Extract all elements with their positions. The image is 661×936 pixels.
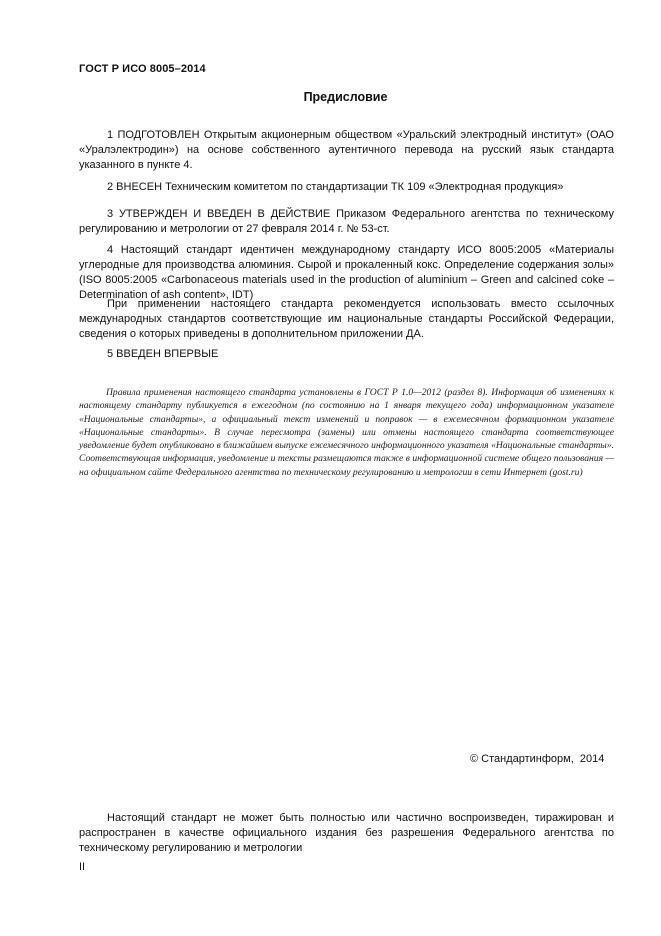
paragraph-approved: [79, 207, 614, 237]
paragraph-first-introduced-text: 5 ВВЕДЕН ВПЕРВЫЕ: [107, 348, 219, 360]
document-code-header: ГОСТ Р ИСО 8005–2014: [79, 63, 206, 75]
paragraph-application-text: При применении настоящего стандарта рекомендуется использовать вместо ссылочных международных стандартов соответствующие им национальные стандарты Российской Федерации, сведения о которых приведены в дополнительном приложении ДА.: [79, 298, 614, 340]
paragraph-first-introduced: [79, 347, 614, 362]
paragraph-submitted-text: 2 ВНЕСЕН Техническим комитетом по стандартизации ТК 109 «Электродная продукция»: [107, 181, 564, 193]
reproduction-notice: [79, 811, 614, 856]
rules-notice: [79, 386, 614, 479]
paragraph-submitted: [79, 180, 614, 195]
paragraph-application: [79, 297, 614, 342]
rules-notice-text: Правила применения настоящего стандарта установлены в ГОСТ Р 1.0—2012 (раздел 8). Информация об изменениях к настоящему стандарту публикуется в ежегодном (по состоянию на 1 января текущего года) информационном указателе «Национальные стандарты», а официальный текст изменений и поправок — в ежемесячном формационном указателе «Национальные стандарты». В случае пересмотра (замены) или отмены настоящего стандарта соответствующее уведомление будет опубликовано в ближайшем выпуске ежемесячного информационного указателя «Национальные стандарты». Соответствующая информация, уведомление и тексты размещаются также в информационной системе общего пользования — на официальном сайте Федерального агентства по техническому регулированию и метрологии в сети Интернет (gost.ru): [79, 387, 614, 478]
copyright-line: © Стандартинформ, 2014: [470, 753, 605, 765]
paragraph-prepared: [79, 128, 614, 173]
paragraph-prepared-text: 1 ПОДГОТОВЛЕН Открытым акционерным обществом «Уральский электродный институт» (ОАО «Уралэлектродин») на основе собственного аутентичного перевода на русский язык стандарта указанного в пункте 4.: [79, 129, 614, 171]
paragraph-approved-text: 3 УТВЕРЖДЕН И ВВЕДЕН В ДЕЙСТВИЕ Приказом Федерального агентства по техническому регулированию и метрологии от 27 февраля 2014 г. № 53-ст.: [79, 208, 614, 235]
paragraph-identical-standard-text: 4 Настоящий стандарт идентичен международному стандарту ИСО 8005:2005 «Материалы углеродные для производства алюминия. Сырой и прокаленный кокс. Определение содержания золы» (ISO 8005:2005 «Carbonaceous materials used in the production of aluminium – Green and calcined coke – Determination of ash content», IDT): [79, 244, 614, 301]
page-number: II: [79, 861, 86, 873]
reproduction-notice-text: Настоящий стандарт не может быть полностью или частично воспроизведен, тиражирован и распространен в качестве официального издания без разрешения Федерального агентства по техническому регулированию и метрологии: [79, 812, 614, 854]
section-title: Предисловие: [303, 90, 388, 104]
paragraph-identical-standard: [79, 243, 614, 303]
